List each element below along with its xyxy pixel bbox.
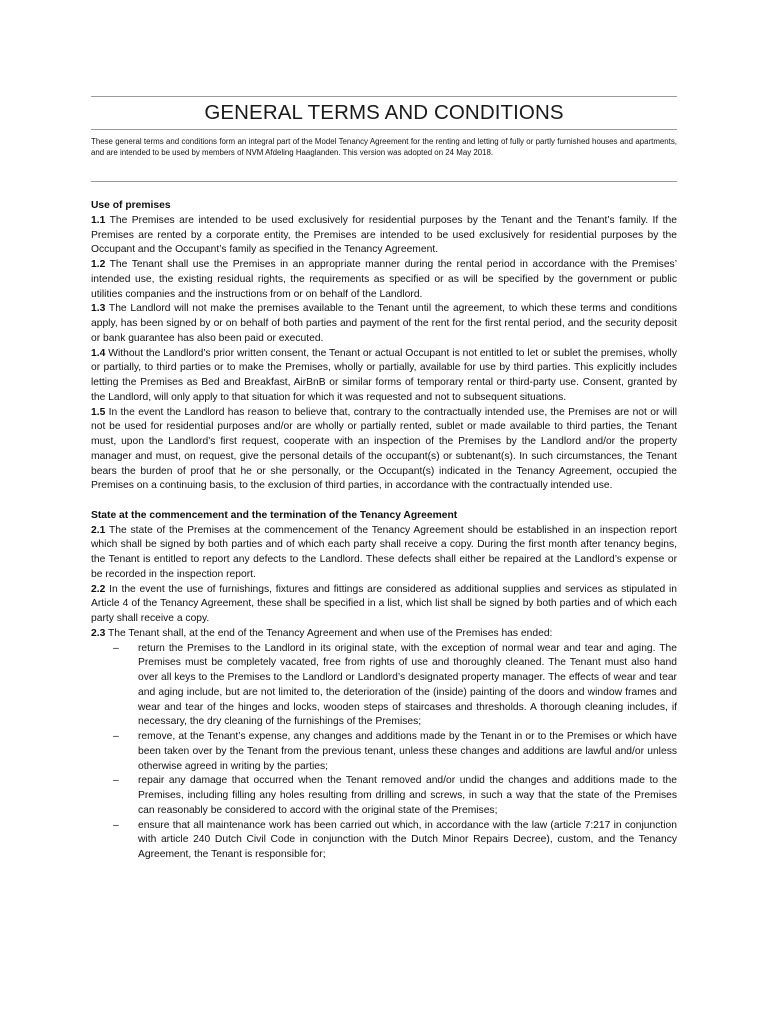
dash-marker: – [113,775,119,787]
top-divider [91,96,677,97]
clause-text: The Premises are intended to be used exclusively for residential purposes by the Tenant and the Tenant’s family. If the Premises are rented by a corporate entity, the Premises are intended to be used exclusively for residential purposes by the Occupant and the Occupant’s family as specified in the Tenancy Agreement. [91,214,677,256]
section-spacer [91,494,677,509]
dash-marker: – [113,642,119,654]
list-item-text: remove, at the Tenant’s expense, any changes and additions made by the Tenant in or to the Premises or which have been taken over by the Tenant from the previous tenant, unless these changes and additions are lawful and/or unless otherwise agreed in writing by the parties; [138,731,677,772]
list-item [113,642,677,731]
clause-2-3-list [91,642,677,863]
clause-number: 2.2 [91,583,106,595]
clause-1-1 [91,214,677,258]
document-body [91,199,677,863]
intro-divider [91,181,677,182]
clause-number: 1.4 [91,347,106,359]
clause-text: In the event the Landlord has reason to believe that, contrary to the contractually intended use, the Premises are not or will not be used for residential purposes and/or are wholly or partially rented, sublet or made available to third parties, the Tenant must, upon the Landlord’s first request, cooperate with an inspection of the Premises by the Landlord and/or the property manager and must, on request, give the personal details of the occupant(s) or subtenant(s). In such circumstances, the Tenant bears the burden of proof that he or she personally, or the Occupant(s) indicated in the Tenancy Agreement, occupied the Premises on a continuing basis, to the exclusion of third parties, in accordance with the contractually intended use. [91,406,677,492]
clause-2-3 [91,627,677,642]
clause-1-5 [91,406,677,495]
section-heading-use-of-premises: Use of premises [91,200,171,211]
clause-1-2 [91,258,677,302]
clause-text: The Tenant shall, at the end of the Tenancy Agreement and when use of the Premises has ended: [105,627,553,639]
clause-text: The Tenant shall use the Premises in an appropriate manner during the rental period in accordance with the Premises’ intended use, the existing residual rights, the requirements as specified or as will be specified by the government or public utilities companies and the instructions from or on behalf of the Landlord. [91,259,677,300]
clause-1-3 [91,302,677,346]
clause-number: 2.1 [91,524,106,536]
clause-1-4 [91,347,677,406]
clause-text: The Landlord will not make the premises available to the Tenant until the agreement, to which these terms and conditions apply, has been signed by or on behalf of both parties and payment of the rent for the first rental period, and the security deposit or bank guarantee has also been paid or executed. [91,303,677,344]
dash-marker: – [113,731,119,742]
clause-number: 1.2 [91,259,106,270]
list-item [113,819,677,863]
clause-number: 1.5 [91,406,106,418]
list-item-text: return the Premises to the Landlord in its original state, with the exception of normal wear and tear and aging. The Premises must be completely vacated, free from rights of use and thoroughly cleaned. The Tenant must also hand over all keys to the Premises to the Landlord or Landlord’s designated property manager. The effects of wear and tear and aging include, but are not limited to, the deterioration of the (inside) painting of the doors and window frames and wear and tear of the hinges and locks, wooden steps of staircases and thresholds. A thorough cleaning includes, if necessary, the dry cleaning of the furnishings of the Premises; [138,642,677,728]
document-title: GENERAL TERMS AND CONDITIONS [204,101,564,124]
clause-number: 1.3 [91,303,106,315]
list-item [113,730,677,774]
list-item-text: repair any damage that occurred when the Tenant removed and/or undid the changes and additions made to the Premises, including filling any holes resulting from drilling and screws, in such a way that the state of the Premises can reasonably be considered to accord with the original state of the Premises; [138,775,677,816]
section-heading-state: State at the commencement and the termination of the Tenancy Agreement [91,509,458,521]
list-item [113,774,677,818]
title-divider [91,129,677,130]
clause-2-1 [91,524,677,583]
dash-marker: – [113,819,119,831]
clause-2-2 [91,583,677,627]
clause-text: In the event the use of furnishings, fixtures and fittings are considered as additional supplies and services as stipulated in Article 4 of the Tenancy Agreement, these shall be specified in a list, which list shall be signed by both parties and of which each party shall receive a copy. [91,583,677,624]
intro-paragraph: These general terms and conditions form an integral part of the Model Tenancy Agreement for the renting and letting of fully or partly furnished houses and apartments, and are intended to be used by members of NVM Afdeling Haaglanden. This version was adopted on 24 May 2018. [91,137,677,158]
clause-text: Without the Landlord’s prior written consent, the Tenant or actual Occupant is not entitled to let or sublet the premises, wholly or partially, to third parties or to make the Premises, wholly or partially, available for use by third parties. This explicitly includes letting the Premises as Bed and Breakfast, AirBnB or similar forms of temporary rental or third-party use. Consent, granted by the Landlord, will only apply to that situation for which it was requested and not to subsequent situations. [91,347,677,403]
clause-text: The state of the Premises at the commencement of the Tenancy Agreement should be established in an inspection report which shall be signed by both parties and of which each party shall receive a copy. During the first month after tenancy begins, the Tenant is entitled to report any defects to the Landlord. These defects shall either be repaired at the Landlord’s expense or be recorded in the inspection report. [91,524,677,580]
list-item-text: ensure that all maintenance work has been carried out which, in accordance with the law (article 7:217 in conjunction with article 240 Dutch Civil Code in conjunction with the Dutch Minor Repairs Decree), custom, and the Tenancy Agreement, the Tenant is responsible for; [138,819,677,860]
clause-number: 2.3 [91,627,106,639]
clause-number: 1.1 [91,214,106,226]
